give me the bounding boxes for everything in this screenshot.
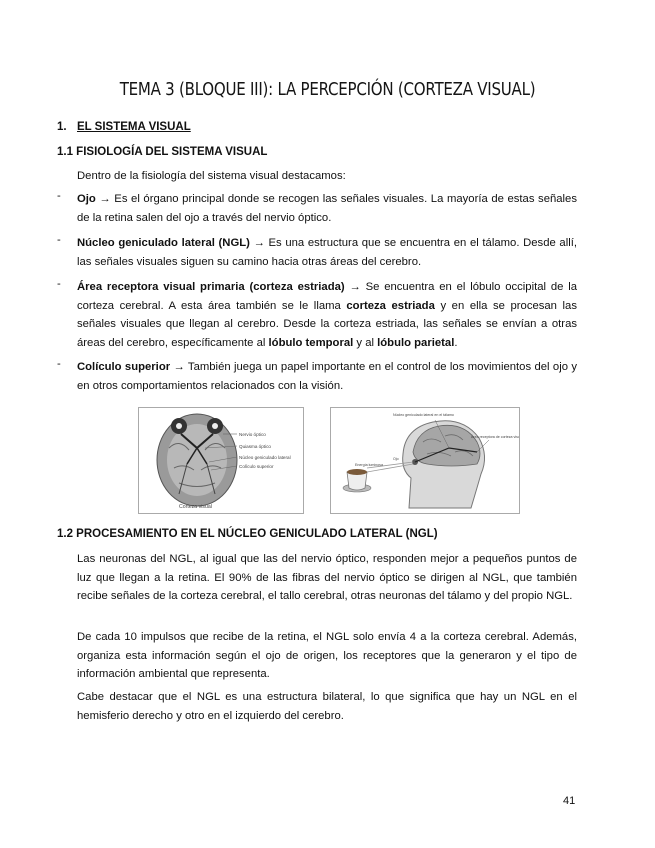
- bullet-marker: -: [57, 234, 61, 246]
- section-1-1-heading: 1.1 FISIOLOGÍA DEL SISTEMA VISUAL: [57, 146, 268, 158]
- term-ojo: Ojo: [77, 193, 96, 205]
- text-area-c: y en ella se procesan las señales visuales que llegan al cerebro. Desde la corteza estriada, las señales se envían a otras áreas del cerebro, específicamente al: [77, 299, 577, 349]
- text-area-g: .: [454, 336, 458, 349]
- list-item-ojo: [77, 190, 577, 227]
- brain-pathway-illustration: [139, 408, 303, 513]
- section-1-2-paragraph-1: Las neuronas del NGL, al igual que las del nervio óptico, responden mejor a pequeños puntos de luz que llegan a la retina. El 90% de las fibras del nervio óptico se dirigen al NGL, que también recibe señales de la corteza cerebral, el tallo cerebral, otras neuronas del tálamo y del propio NGL.: [77, 553, 577, 602]
- text-coliculo: → También juega un papel importante en el control de los movimientos del ojo y en otros comportamientos relacionados con la visión.: [77, 361, 577, 392]
- bullet-marker: -: [57, 358, 61, 370]
- text-area-e: y al: [353, 336, 378, 349]
- section-1-2-paragraph-3: Cabe destacar que el NGL es una estructura bilateral, lo que significa que hay un NGL en el hemisferio derecho y otro en el izquierdo del cerebro.: [77, 691, 577, 722]
- label-area-receptora: Área receptora de corteza visual: [471, 435, 519, 439]
- section-1-2-paragraph-2: De cada 10 impulsos que recibe de la retina, el NGL solo envía 4 a la corteza cerebral. Además, organiza esta información según el ojo de origen, los receptores que la generaron y el tipo de información ambiental que representa.: [77, 631, 577, 680]
- list-item-coliculo: [77, 358, 577, 395]
- text-ngl: → Es una estructura que se encuentra en el tálamo. Desde allí, las señales visuales siguen su camino hacia otras áreas del cerebro.: [77, 237, 577, 268]
- bold-lobulo-parietal: lóbulo parietal: [377, 336, 455, 349]
- section-1-number: 1.: [57, 121, 67, 133]
- label-coliculo: Colículo superior: [239, 464, 274, 469]
- label-nervio-optico: Nervio óptico: [239, 432, 266, 437]
- list-item-area-receptora: [77, 278, 577, 352]
- label-energia-luminosa: Energía luminosa: [355, 463, 383, 467]
- section-1-2-heading: 1.2 PROCESAMIENTO EN EL NÚCLEO GENICULADO LATERAL (NGL): [57, 528, 438, 540]
- figure-head-side-view: [330, 407, 520, 514]
- head-side-illustration: [331, 408, 519, 513]
- page-number: 41: [563, 795, 576, 807]
- section-1-heading: [57, 121, 191, 133]
- page-title: TEMA 3 (BLOQUE III): LA PERCEPCIÓN (CORTEZA VISUAL): [119, 80, 536, 100]
- bullet-marker: -: [57, 190, 61, 202]
- label-ojo: Ojo: [393, 457, 399, 461]
- text-ojo: → Es el órgano principal donde se recogen las señales visuales. La mayoría de estas señales de la retina salen del ojo a través del nervio óptico.: [77, 193, 577, 224]
- bullet-marker: -: [57, 278, 61, 290]
- bold-lobulo-temporal: lóbulo temporal: [268, 336, 354, 349]
- term-area-receptora: Área receptora visual primaria (corteza estriada): [77, 281, 345, 293]
- bold-corteza-estriada: corteza estriada: [346, 299, 435, 312]
- text-area-a: → Se encuentra en el lóbulo occipital de la corteza cerebral. A esta área también se le llama: [77, 281, 577, 312]
- caption-corteza-visual: Corteza visual: [179, 504, 212, 510]
- label-ngl: Núcleo geniculado lateral: [239, 455, 291, 460]
- label-quiasma-optico: Quiasma óptico: [239, 444, 271, 449]
- label-ngl-talamo: Núcleo geniculado lateral en el tálamo: [393, 413, 454, 417]
- section-1-1-intro: Dentro de la fisiología del sistema visual destacamos:: [77, 170, 346, 182]
- figure-brain-pathway: [138, 407, 304, 514]
- term-coliculo: Colículo superior: [77, 361, 171, 373]
- section-1-label: EL SISTEMA VISUAL: [77, 121, 191, 133]
- term-ngl: Núcleo geniculado lateral (NGL): [77, 237, 250, 249]
- list-item-ngl: [77, 234, 577, 271]
